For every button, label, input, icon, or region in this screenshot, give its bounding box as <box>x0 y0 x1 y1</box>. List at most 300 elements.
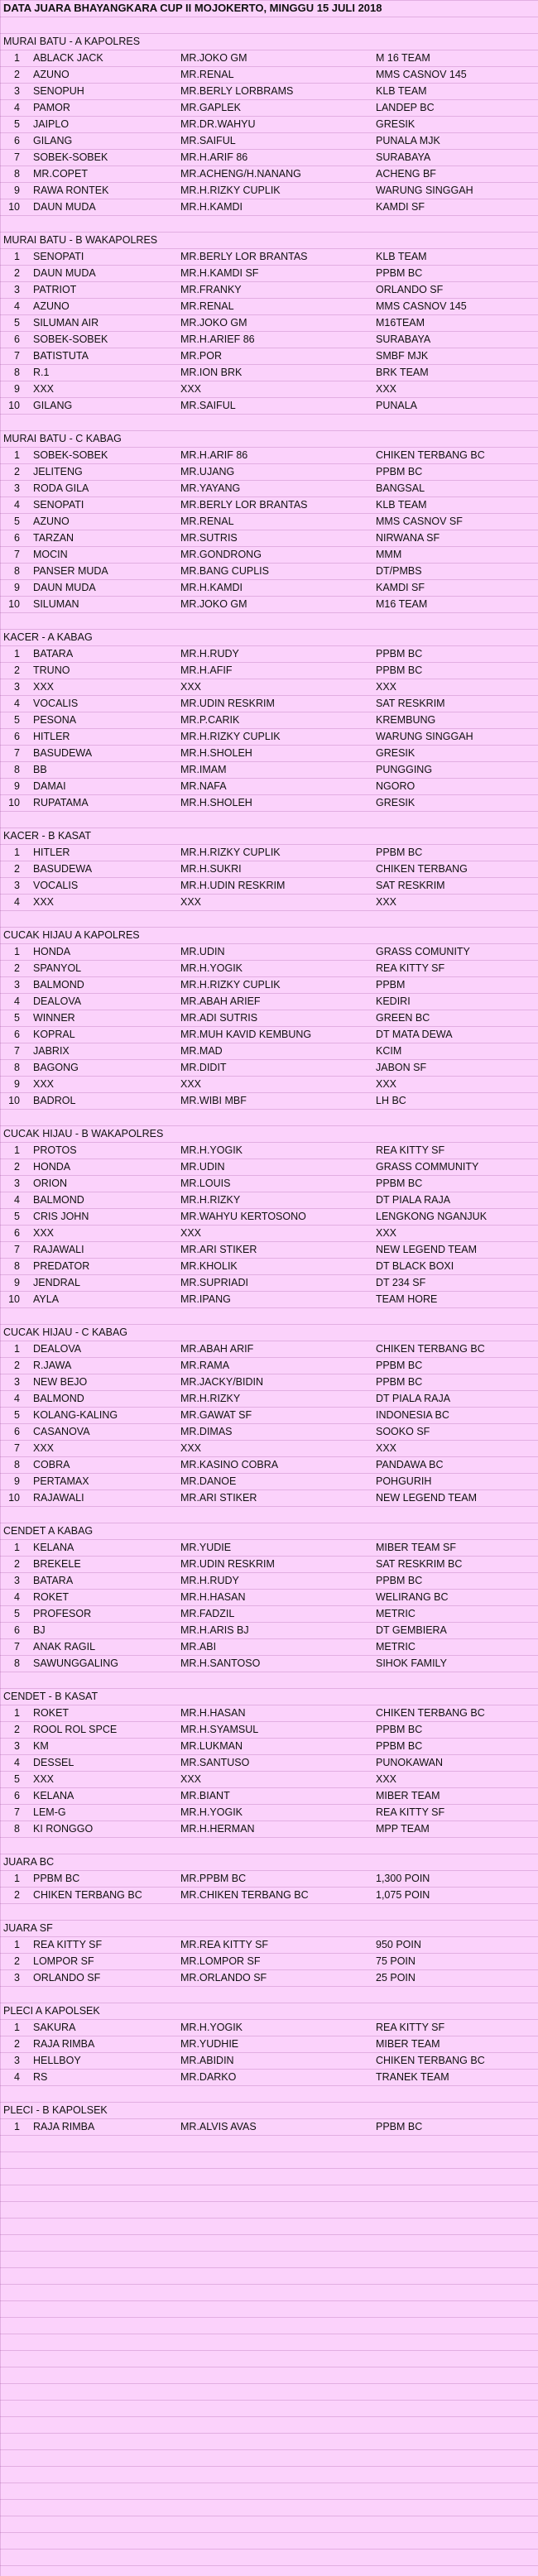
table-row <box>0 50 538 66</box>
rank-cell: 6 <box>14 1029 20 1040</box>
table-row <box>0 844 538 861</box>
rank-cell: 10 <box>8 1492 20 1504</box>
rank-cell: 1 <box>14 1939 20 1950</box>
rank-cell: 5 <box>14 516 20 527</box>
table-row <box>0 1407 538 1423</box>
section-title: MURAI BATU - C KABAG <box>3 433 122 444</box>
table-row <box>0 1092 538 1109</box>
rank-cell: 3 <box>14 1178 20 1189</box>
team-name-cell: PPBM BC <box>376 1740 423 1752</box>
table-row <box>0 364 538 381</box>
team-name-cell: DT PIALA RAJA <box>376 1393 451 1404</box>
team-name-cell: NEW LEGEND TEAM <box>376 1244 478 1255</box>
rank-cell: 10 <box>8 1095 20 1106</box>
rank-cell: 2 <box>14 664 20 676</box>
owner-name-cell: MR.SUPRIADI <box>180 1277 248 1288</box>
team-name-cell: PUNGGING <box>376 764 433 775</box>
owner-name-cell: MR.H.RUDY <box>180 648 239 660</box>
owner-name-cell: MR.ORLANDO SF <box>180 1972 267 1984</box>
bird-name-cell: DAUN MUDA <box>33 201 96 213</box>
owner-name-cell: MR.H.ARIF 86 <box>180 151 248 163</box>
owner-name-cell: MR.H.RIZKY CUPLIK <box>180 185 281 196</box>
rank-cell: 1 <box>14 1144 20 1156</box>
owner-name-cell: MR.H.SYAMSUL <box>180 1724 259 1735</box>
team-name-cell: JABON SF <box>376 1062 427 1073</box>
bird-name-cell: VOCALIS <box>33 698 79 709</box>
rank-cell: 7 <box>14 1806 20 1818</box>
bird-name-cell: ROKET <box>33 1707 70 1719</box>
table-row <box>0 563 538 579</box>
team-name-cell: CHIKEN TERBANG BC <box>376 1343 485 1355</box>
rank-cell: 3 <box>14 85 20 97</box>
bird-name-cell: REA KITTY SF <box>33 1939 103 1950</box>
table-row <box>0 1489 538 1506</box>
team-name-cell: WELIRANG BC <box>376 1591 449 1603</box>
table-row <box>0 480 538 496</box>
table-row <box>0 1341 538 1357</box>
team-name-cell: KREMBUNG <box>376 714 436 726</box>
table-row <box>0 463 538 480</box>
team-name-cell: GRASS COMUNITY <box>376 946 470 957</box>
team-name-cell: GREEN BC <box>376 1012 430 1024</box>
table-row <box>0 1721 538 1738</box>
rank-cell: 8 <box>14 367 20 378</box>
bird-name-cell: BATARA <box>33 1575 74 1586</box>
bird-name-cell: DAUN MUDA <box>33 582 96 593</box>
owner-name-cell: MR.H.SHOLEH <box>180 797 252 808</box>
table-row <box>0 1357 538 1374</box>
rank-cell: 2 <box>14 1724 20 1735</box>
rank-cell: 8 <box>14 1459 20 1470</box>
rank-cell: 4 <box>14 300 20 312</box>
table-row <box>0 1241 538 1258</box>
bird-name-cell: XXX <box>33 383 55 395</box>
team-name-cell: KAMDI SF <box>376 582 425 593</box>
rank-cell: 2 <box>14 2038 20 2050</box>
owner-name-cell: MR.H.HASAN <box>180 1591 246 1603</box>
owner-name-cell: MR.H.RIZKY <box>180 1194 241 1206</box>
owner-name-cell: MR.BERLY LORBRAMS <box>180 85 294 97</box>
owner-name-cell: MR.ALVIS AVAS <box>180 2121 257 2132</box>
owner-name-cell: MR.ADI SUTRIS <box>180 1012 258 1024</box>
owner-name-cell: MR.LOMPOR SF <box>180 1955 261 1967</box>
team-name-cell: KAMDI SF <box>376 201 425 213</box>
team-name-cell: KLB TEAM <box>376 85 427 97</box>
section-title: MURAI BATU - A KAPOLRES <box>3 36 141 47</box>
owner-name-cell: MR.H.RUDY <box>180 1575 239 1586</box>
table-row <box>0 66 538 83</box>
table-row <box>0 1969 538 1986</box>
owner-name-cell: MR.IPANG <box>180 1293 231 1305</box>
team-name-cell: INDONESIA BC <box>376 1409 449 1421</box>
table-row <box>0 2069 538 2085</box>
table-row <box>0 794 538 811</box>
owner-name-cell: MR.ABAH ARIEF <box>180 995 261 1007</box>
table-row <box>0 149 538 165</box>
bird-name-cell: TARZAN <box>33 532 74 544</box>
bird-name-cell: RAJA RIMBA <box>33 2038 95 2050</box>
team-name-cell: PANDAWA BC <box>376 1459 444 1470</box>
owner-name-cell: MR.LOUIS <box>180 1178 231 1189</box>
bird-name-cell: NEW BEJO <box>33 1376 88 1388</box>
table-row <box>0 745 538 761</box>
team-name-cell: SAT RESKRIM <box>376 698 445 709</box>
team-name-cell: CHIKEN TERBANG BC <box>376 449 485 461</box>
team-name-cell: XXX <box>376 1227 397 1239</box>
section-title: MURAI BATU - B WAKAPOLRES <box>3 234 158 246</box>
rank-cell: 4 <box>14 2071 20 2083</box>
owner-name-cell: XXX <box>180 681 202 693</box>
owner-name-cell: MR.WAHYU KERTOSONO <box>180 1211 306 1222</box>
owner-name-cell: MR.FRANKY <box>180 284 242 295</box>
rank-cell: 3 <box>14 1972 20 1984</box>
owner-name-cell: MR.H.AFIF <box>180 664 233 676</box>
table-row <box>0 496 538 513</box>
owner-name-cell: MR.H.RIZKY <box>180 1393 241 1404</box>
bird-name-cell: SPANYOL <box>33 962 82 974</box>
spacer-row <box>0 215 538 232</box>
team-name-cell: DT BLACK BOXI <box>376 1260 454 1272</box>
rank-cell: 2 <box>14 267 20 279</box>
team-name-cell: POHGURIH <box>376 1475 432 1487</box>
owner-name-cell: MR.H.ARIEF 86 <box>180 333 255 345</box>
bird-name-cell: AZUNO <box>33 69 70 80</box>
team-name-cell: XXX <box>376 1078 397 1090</box>
team-name-cell: XXX <box>376 681 397 693</box>
team-name-cell: XXX <box>376 1773 397 1785</box>
team-name-cell: PPBM BC <box>376 664 423 676</box>
team-name-cell: SURABAYA <box>376 151 431 163</box>
team-name-cell: LH BC <box>376 1095 406 1106</box>
team-name-cell: GRESIK <box>376 747 416 759</box>
owner-name-cell: MR.H.SUKRI <box>180 863 242 875</box>
table-row <box>0 1754 538 1771</box>
owner-name-cell: MR.YUDIE <box>180 1542 232 1553</box>
owner-name-cell: XXX <box>180 1773 202 1785</box>
owner-name-cell: MR.WIBI MBF <box>180 1095 247 1106</box>
team-name-cell: LANDEP BC <box>376 102 435 113</box>
table-row <box>0 1622 538 1638</box>
rank-cell: 3 <box>14 1376 20 1388</box>
owner-name-cell: MR.DIDIT <box>180 1062 227 1073</box>
owner-name-cell: XXX <box>180 1078 202 1090</box>
rank-cell: 6 <box>14 135 20 146</box>
rank-cell: 6 <box>14 731 20 742</box>
bird-name-cell: BALMOND <box>33 1393 84 1404</box>
table-row <box>0 943 538 960</box>
bird-name-cell: SAWUNGGALING <box>33 1657 119 1669</box>
rank-cell: 5 <box>14 1409 20 1421</box>
bird-name-cell: RS <box>33 2071 48 2083</box>
owner-name-cell: MR.ARI STIKER <box>180 1492 257 1504</box>
rank-cell: 5 <box>14 1012 20 1024</box>
owner-name-cell: MR.ACHENG/H.NANANG <box>180 168 301 180</box>
team-name-cell: BRK TEAM <box>376 367 429 378</box>
owner-name-cell: MR.YUDHIE <box>180 2038 239 2050</box>
bird-name-cell: HELLBOY <box>33 2055 81 2066</box>
table-row <box>0 861 538 877</box>
team-name-cell: PUNALA MJK <box>376 135 440 146</box>
owner-name-cell: MR.UJANG <box>180 466 235 477</box>
table-row <box>0 1787 538 1804</box>
table-row <box>0 993 538 1010</box>
rank-cell: 5 <box>14 118 20 130</box>
bird-name-cell: CRIS JOHN <box>33 1211 89 1222</box>
owner-name-cell: MR.H.ARIF 86 <box>180 449 248 461</box>
team-name-cell: DT GEMBIERA <box>376 1624 447 1636</box>
team-name-cell: PPBM BC <box>376 2121 423 2132</box>
team-name-cell: 950 POIN <box>376 1939 421 1950</box>
bird-name-cell: BREKELE <box>33 1558 81 1570</box>
bird-name-cell: HONDA <box>33 946 71 957</box>
rank-cell: 4 <box>14 1591 20 1603</box>
team-name-cell: MIBER TEAM SF <box>376 1542 457 1553</box>
bird-name-cell: GILANG <box>33 400 73 411</box>
owner-name-cell: MR.JOKO GM <box>180 52 247 64</box>
team-name-cell: M 16 TEAM <box>376 52 430 64</box>
bird-name-cell: BASUDEWA <box>33 747 93 759</box>
bird-name-cell: KOLANG-KALING <box>33 1409 118 1421</box>
team-name-cell: LENGKONG NGANJUK <box>376 1211 488 1222</box>
bird-name-cell: KELANA <box>33 1542 74 1553</box>
spacer-row <box>0 1672 538 1688</box>
team-name-cell: WARUNG SINGGAH <box>376 731 473 742</box>
spacer-row <box>0 414 538 430</box>
team-name-cell: PPBM BC <box>376 847 423 858</box>
owner-name-cell: MR.POR <box>180 350 222 362</box>
bird-name-cell: DEALOVA <box>33 1343 82 1355</box>
section-title: PLECI A KAPOLSEK <box>3 2005 100 2017</box>
bird-name-cell: ROKET <box>33 1591 70 1603</box>
team-name-cell: PPBM <box>376 979 406 991</box>
rank-cell: 7 <box>14 151 20 163</box>
bird-name-cell: XXX <box>33 1773 55 1785</box>
team-name-cell: PPBM BC <box>376 1376 423 1388</box>
bird-name-cell: RUPATAMA <box>33 797 89 808</box>
table-row <box>0 1374 538 1390</box>
table-row <box>0 199 538 215</box>
rank-cell: 1 <box>14 52 20 64</box>
section-title: CUCAK HIJAU A KAPOLRES <box>3 929 140 941</box>
owner-name-cell: XXX <box>180 383 202 395</box>
bird-name-cell: TRUNO <box>33 664 70 676</box>
table-row <box>0 728 538 745</box>
owner-name-cell: MR.H.YOGIK <box>180 1144 243 1156</box>
bird-name-cell: RAWA RONTEK <box>33 185 109 196</box>
bird-name-cell: AZUNO <box>33 516 70 527</box>
rank-cell: 1 <box>14 1873 20 1884</box>
table-row <box>0 1043 538 1059</box>
team-name-cell: METRIC <box>376 1641 416 1653</box>
section-title: CUCAK HIJAU - B WAKAPOLRES <box>3 1128 164 1139</box>
owner-name-cell: MR.MAD <box>180 1045 223 1057</box>
bird-name-cell: JENDRAL <box>33 1277 80 1288</box>
bird-name-cell: RODA GILA <box>33 482 89 494</box>
owner-name-cell: MR.PPBM BC <box>180 1873 247 1884</box>
bird-name-cell: XXX <box>33 681 55 693</box>
owner-name-cell: MR.REA KITTY SF <box>180 1939 269 1950</box>
rank-cell: 7 <box>14 549 20 560</box>
owner-name-cell: MR.BANG CUPLIS <box>180 565 269 577</box>
rank-cell: 1 <box>14 2022 20 2033</box>
team-name-cell: CHIKEN TERBANG BC <box>376 2055 485 2066</box>
bird-name-cell: JAIPLO <box>33 118 70 130</box>
bird-name-cell: GILANG <box>33 135 73 146</box>
bird-name-cell: PATRIOT <box>33 284 77 295</box>
bird-name-cell: DEALOVA <box>33 995 82 1007</box>
table-row <box>0 1820 538 1837</box>
rank-cell: 2 <box>14 1955 20 1967</box>
spacer-row <box>0 811 538 827</box>
team-name-cell: MMS CASNOV 145 <box>376 300 467 312</box>
spacer-row <box>0 1307 538 1324</box>
rank-cell: 9 <box>14 1475 20 1487</box>
table-row <box>0 447 538 463</box>
bird-name-cell: WINNER <box>33 1012 75 1024</box>
team-name-cell: MIBER TEAM <box>376 2038 440 2050</box>
owner-name-cell: MR.BIANT <box>180 1790 230 1801</box>
table-row <box>0 1655 538 1672</box>
rank-cell: 2 <box>14 863 20 875</box>
bird-name-cell: SILUMAN <box>33 598 79 610</box>
bird-name-cell: PESONA <box>33 714 77 726</box>
team-name-cell: XXX <box>376 896 397 908</box>
team-name-cell: PPBM BC <box>376 1724 423 1735</box>
team-name-cell: DT MATA DEWA <box>376 1029 453 1040</box>
owner-name-cell: MR.H.YOGIK <box>180 1806 243 1818</box>
rank-cell: 1 <box>14 449 20 461</box>
team-name-cell: DT 234 SF <box>376 1277 426 1288</box>
table-row <box>0 1771 538 1787</box>
table-row <box>0 877 538 894</box>
table-row <box>0 695 538 712</box>
rank-cell: 1 <box>14 847 20 858</box>
rank-cell: 9 <box>14 582 20 593</box>
table-row <box>0 1026 538 1043</box>
table-row <box>0 712 538 728</box>
spacer-row <box>0 1986 538 2003</box>
rank-cell: 6 <box>14 1624 20 1636</box>
rank-cell: 7 <box>14 1244 20 1255</box>
owner-name-cell: MR.SAIFUL <box>180 135 236 146</box>
table-row <box>0 1274 538 1291</box>
owner-name-cell: MR.RENAL <box>180 516 234 527</box>
rank-cell: 1 <box>14 2121 20 2132</box>
owner-name-cell: MR.RENAL <box>180 300 234 312</box>
team-name-cell: SMBF MJK <box>376 350 429 362</box>
team-name-cell: MMS CASNOV 145 <box>376 69 467 80</box>
table-row <box>0 1638 538 1655</box>
team-name-cell: GRESIK <box>376 797 416 808</box>
rank-cell: 3 <box>14 482 20 494</box>
team-name-cell: MIBER TEAM <box>376 1790 440 1801</box>
owner-name-cell: MR.ABAH ARIF <box>180 1343 254 1355</box>
bird-name-cell: BALMOND <box>33 979 84 991</box>
rank-cell: 9 <box>14 383 20 395</box>
bird-name-cell: KI RONGGO <box>33 1823 94 1835</box>
team-name-cell: WARUNG SINGGAH <box>376 185 473 196</box>
owner-name-cell: MR.H.UDIN RESKRIM <box>180 880 286 891</box>
rank-cell: 7 <box>14 1045 20 1057</box>
table-row <box>0 99 538 116</box>
bird-name-cell: SENOPATI <box>33 251 84 262</box>
table-row <box>0 298 538 314</box>
rank-cell: 3 <box>14 1575 20 1586</box>
rank-cell: 9 <box>14 185 20 196</box>
rank-cell: 10 <box>8 400 20 411</box>
spacer-row <box>0 1837 538 1854</box>
rank-cell: 1 <box>14 1542 20 1553</box>
section-title: JUARA BC <box>3 1856 55 1868</box>
bird-name-cell: BJ <box>33 1624 46 1636</box>
rank-cell: 5 <box>14 317 20 329</box>
section-title: KACER - B KASAT <box>3 830 92 842</box>
rank-cell: 6 <box>14 333 20 345</box>
bird-name-cell: ANAK RAGIL <box>33 1641 96 1653</box>
owner-name-cell: MR.H.SHOLEH <box>180 747 252 759</box>
team-name-cell: NEW LEGEND TEAM <box>376 1492 478 1504</box>
rank-cell: 3 <box>14 2055 20 2066</box>
section-title: JUARA SF <box>3 1922 53 1934</box>
bird-name-cell: HONDA <box>33 1161 71 1173</box>
rank-cell: 2 <box>14 1558 20 1570</box>
table-row <box>0 1936 538 1953</box>
team-name-cell: XXX <box>376 1442 397 1454</box>
table-row <box>0 1804 538 1820</box>
table-row <box>0 1589 538 1605</box>
bird-name-cell: BALMOND <box>33 1194 84 1206</box>
rank-cell: 5 <box>14 1773 20 1785</box>
rank-cell: 4 <box>14 102 20 113</box>
bird-name-cell: HITLER <box>33 847 70 858</box>
team-name-cell: 25 POIN <box>376 1972 416 1984</box>
bird-name-cell: JABRIX <box>33 1045 70 1057</box>
table-row <box>0 645 538 662</box>
owner-name-cell: MR.KASINO COBRA <box>180 1459 279 1470</box>
table-row <box>0 1539 538 1556</box>
team-name-cell: TEAM HORE <box>376 1293 438 1305</box>
table-row <box>0 116 538 132</box>
section-title: KACER - A KABAG <box>3 631 93 643</box>
team-name-cell: SURABAYA <box>376 333 431 345</box>
owner-name-cell: MR.SANTUSO <box>180 1757 250 1768</box>
owner-name-cell: MR.MUH KAVID KEMBUNG <box>180 1029 312 1040</box>
table-row <box>0 1887 538 1903</box>
owner-name-cell: MR.DANOE <box>180 1475 237 1487</box>
owner-name-cell: MR.GAWAT SF <box>180 1409 252 1421</box>
rank-cell: 6 <box>14 1790 20 1801</box>
table-row <box>0 1953 538 1969</box>
rank-cell: 8 <box>14 168 20 180</box>
team-name-cell: KEDIRI <box>376 995 411 1007</box>
table-row <box>0 381 538 397</box>
owner-name-cell: XXX <box>180 896 202 908</box>
rank-cell: 8 <box>14 1062 20 1073</box>
rank-cell: 10 <box>8 1293 20 1305</box>
rank-cell: 6 <box>14 1426 20 1437</box>
rank-cell: 4 <box>14 698 20 709</box>
owner-name-cell: MR.DIMAS <box>180 1426 233 1437</box>
owner-name-cell: MR.UDIN RESKRIM <box>180 1558 275 1570</box>
bird-name-cell: SOBEK-SOBEK <box>33 333 108 345</box>
rank-cell: 8 <box>14 565 20 577</box>
bird-name-cell: R.JAWA <box>33 1360 72 1371</box>
bird-name-cell: LOMPOR SF <box>33 1955 94 1967</box>
bird-name-cell: BADROL <box>33 1095 76 1106</box>
owner-name-cell: MR.KHOLIK <box>180 1260 238 1272</box>
table-row <box>0 579 538 596</box>
rank-cell: 8 <box>14 1657 20 1669</box>
